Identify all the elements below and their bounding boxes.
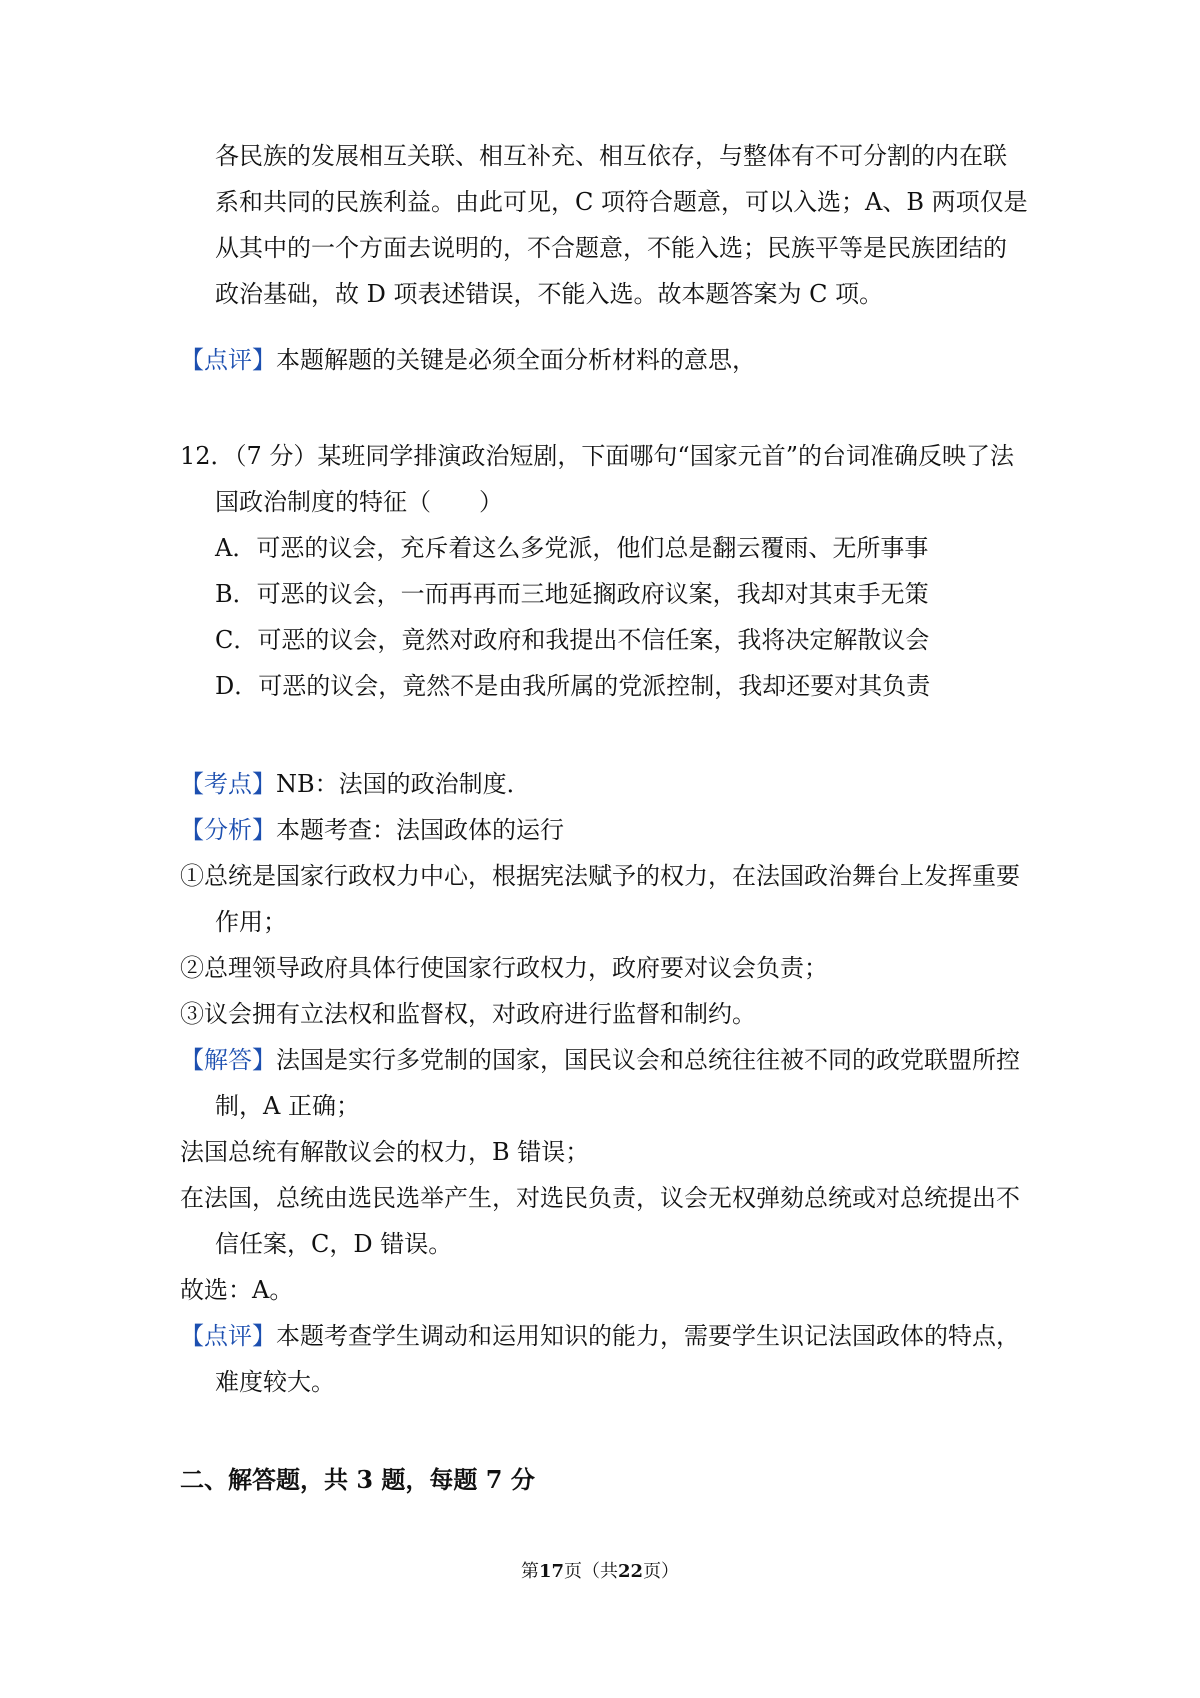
footer-suffix: 页） [643, 1561, 680, 1582]
analysis-point-1-cont: 作用； [215, 908, 287, 936]
question-stem-line: 国政治制度的特征（ ） [215, 488, 503, 516]
dianping-paragraph [180, 1320, 1020, 1352]
jieda-line: 法国总统有解散议会的权力，B 错误； [180, 1138, 590, 1166]
dianping-tag: 【点评】 [180, 1322, 276, 1350]
analysis-line: 系和共同的民族利益。由此可见，C 项符合题意，可以入选；A、B 两项仅是 [215, 188, 1028, 216]
jieda-line: 在法国，总统由选民选举产生，对选民负责，议会无权弹劾总统或对总统提出不 [180, 1184, 1020, 1212]
section-heading: 二、解答题，共 3 题，每题 7 分 [180, 1465, 535, 1494]
analysis-point-1: ①总统是国家行政权力中心，根据宪法赋予的权力，在法国政治舞台上发挥重要 [180, 862, 1020, 890]
answer-line: 故选：A。 [180, 1276, 294, 1304]
jieda-line: 制，A 正确； [215, 1092, 360, 1120]
fenxi-text: 本题考查：法国政体的运行 [276, 816, 564, 844]
kaodian-tag: 【考点】 [180, 770, 276, 798]
question-stem-line: 12．（7 分）某班同学排演政治短剧，下面哪句“国家元首”的台词准确反映了法 [180, 442, 1014, 470]
analysis-point-3: ③议会拥有立法权和监督权，对政府进行监督和制约。 [180, 1000, 756, 1028]
option-b: B．可恶的议会，一而再再而三地延搁政府议案，我却对其束手无策 [215, 580, 929, 608]
jieda-paragraph [180, 1044, 1020, 1076]
analysis-line: 各民族的发展相互关联、相互补充、相互依存，与整体有不可分割的内在联 [215, 142, 1007, 170]
kaodian-text: NB：法国的政治制度． [276, 770, 531, 798]
jieda-tag: 【解答】 [180, 1046, 276, 1074]
option-a: A．可恶的议会，充斥着这么多党派，他们总是翻云覆雨、无所事事 [215, 534, 929, 562]
comment-paragraph [180, 344, 756, 376]
page-footer [0, 1560, 1200, 1584]
footer-middle: 页（共 [564, 1561, 618, 1582]
analysis-line: 从其中的一个方面去说明的，不合题意，不能入选；民族平等是民族团结的 [215, 234, 1007, 262]
jieda-text: 法国是实行多党制的国家，国民议会和总统往往被不同的政党联盟所控 [276, 1046, 1020, 1074]
analysis-line: 政治基础，故 D 项表述错误，不能入选。故本题答案为 C 项。 [215, 280, 884, 308]
fenxi-tag: 【分析】 [180, 816, 276, 844]
fenxi-paragraph [180, 814, 564, 846]
jieda-line: 信任案，C，D 错误。 [215, 1230, 453, 1258]
footer-prefix: 第 [520, 1561, 539, 1582]
comment-text: 本题解题的关键是必须全面分析材料的意思， [276, 346, 756, 374]
kaodian-paragraph [180, 768, 531, 800]
option-c: C．可恶的议会，竟然对政府和我提出不信任案，我将决定解散议会 [215, 626, 930, 654]
footer-total-pages: 22 [618, 1561, 644, 1582]
option-d: D．可恶的议会，竟然不是由我所属的党派控制，我却还要对其负责 [215, 672, 931, 700]
dianping-text: 本题考查学生调动和运用知识的能力，需要学生识记法国政体的特点， [276, 1322, 1020, 1350]
comment-tag: 【点评】 [180, 346, 276, 374]
footer-page-number: 17 [538, 1561, 564, 1582]
dianping-line: 难度较大。 [215, 1368, 335, 1396]
analysis-point-2: ②总理领导政府具体行使国家行政权力，政府要对议会负责； [180, 954, 828, 982]
